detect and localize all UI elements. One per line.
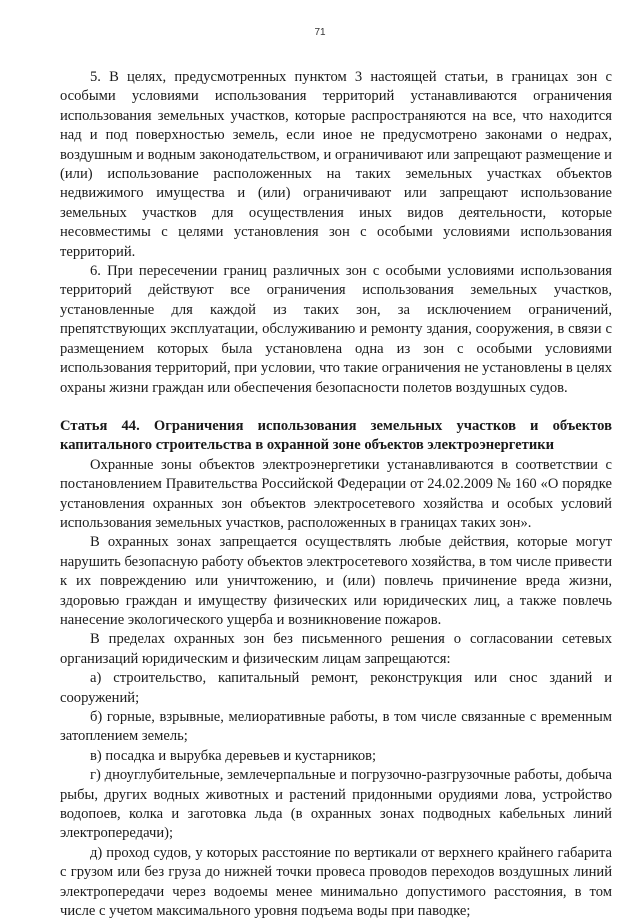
article-paragraph: В охранных зонах запрещается осуществлять любые действия, которые могут нарушить безопасную работу объектов электросетевого хозяйства, в том числе привести к их повреждению или уничтожению, и (или) повлечь причинение вреда жизни, здоровью граждан и имуществу физических или юридических лиц, а также повлечь нанесение экологического ущерба и возникновение пожаров. bbox=[60, 534, 612, 628]
paragraph-6: 6. При пересечении границ различных зон с особыми условиями использования территорий действуют все ограничения использования земельных участков, установленные для каждой из таких зон, за исключением ограничений, препятствующих эксплуатации, обслуживанию и ремонту здания, сооружения, в связи с размещением которых была установлена одна из зон с особыми условиями использования территорий, при условии, что такие ограничения не установлены в целях охраны жизни граждан или обеспечения безопасности полетов воздушных судов. bbox=[60, 263, 612, 396]
section-gap bbox=[60, 398, 612, 417]
paragraph-5: 5. В целях, предусмотренных пунктом 3 настоящей статьи, в границах зон с особыми условиями использования территорий устанавливаются ограничения использования земельных участков, которые распространяются на все, что находится над и под поверхностью земель, если иное не предусмотрено законами о недрах, воздушным и водным законодательством, и ограничивают или запрещают размещение и (или) использование расположенных на таких земельных участках объектов недвижимого имущества и (или) ограничивают или запрещают использование земельных участков для осуществления иных видов деятельности, которые несовместимы с целями установления зон с особыми условиями использования территорий. bbox=[60, 69, 612, 260]
article-paragraph: В пределах охранных зон без письменного решения о согласовании сетевых организаций юридическим и физическим лицам запрещаются: bbox=[60, 631, 612, 667]
page-number: 71 bbox=[314, 27, 326, 38]
document-body bbox=[60, 68, 612, 921]
article-paragraph: Охранные зоны объектов электроэнергетики устанавливаются в соответствии с постановлением Правительства Российской Федерации от 24.02.2009 № 160 «О порядке установления охранных зон объектов электросетевого хозяйства и особых условий использования земельных участков, расположенных в границах таких зон». bbox=[60, 456, 612, 531]
list-item-v: в) посадка и вырубка деревьев и кустарников; bbox=[90, 747, 377, 764]
list-item-g: г) дноуглубительные, землечерпальные и погрузочно-разгрузочные работы, добыча рыбы, других водных животных и растений придонными орудиями лова, устройство водопоев, колка и заготовка льда (в охранных зонах подводных кабельных линий электропередачи); bbox=[60, 767, 612, 842]
list-item-d: д) проход судов, у которых расстояние по вертикали от верхнего крайнего габарита с грузом или без груза до нижней точки провеса проводов переходов воздушных линий электропередачи через водоемы менее минимально допустимого расстояния, в том числе с учетом максимального уровня подъема воды при паводке; bbox=[60, 844, 612, 920]
list-item-b: б) горные, взрывные, мелиоративные работы, в том числе связанные с временным затоплением земель; bbox=[60, 709, 612, 745]
list-item-a: а) строительство, капитальный ремонт, реконструкция или снос зданий и сооружений; bbox=[60, 670, 612, 706]
article-44-heading: Статья 44. Ограничения использования земельных участков и объектов капитального строительства в охранной зоне объектов электроэнергетики bbox=[60, 417, 612, 454]
